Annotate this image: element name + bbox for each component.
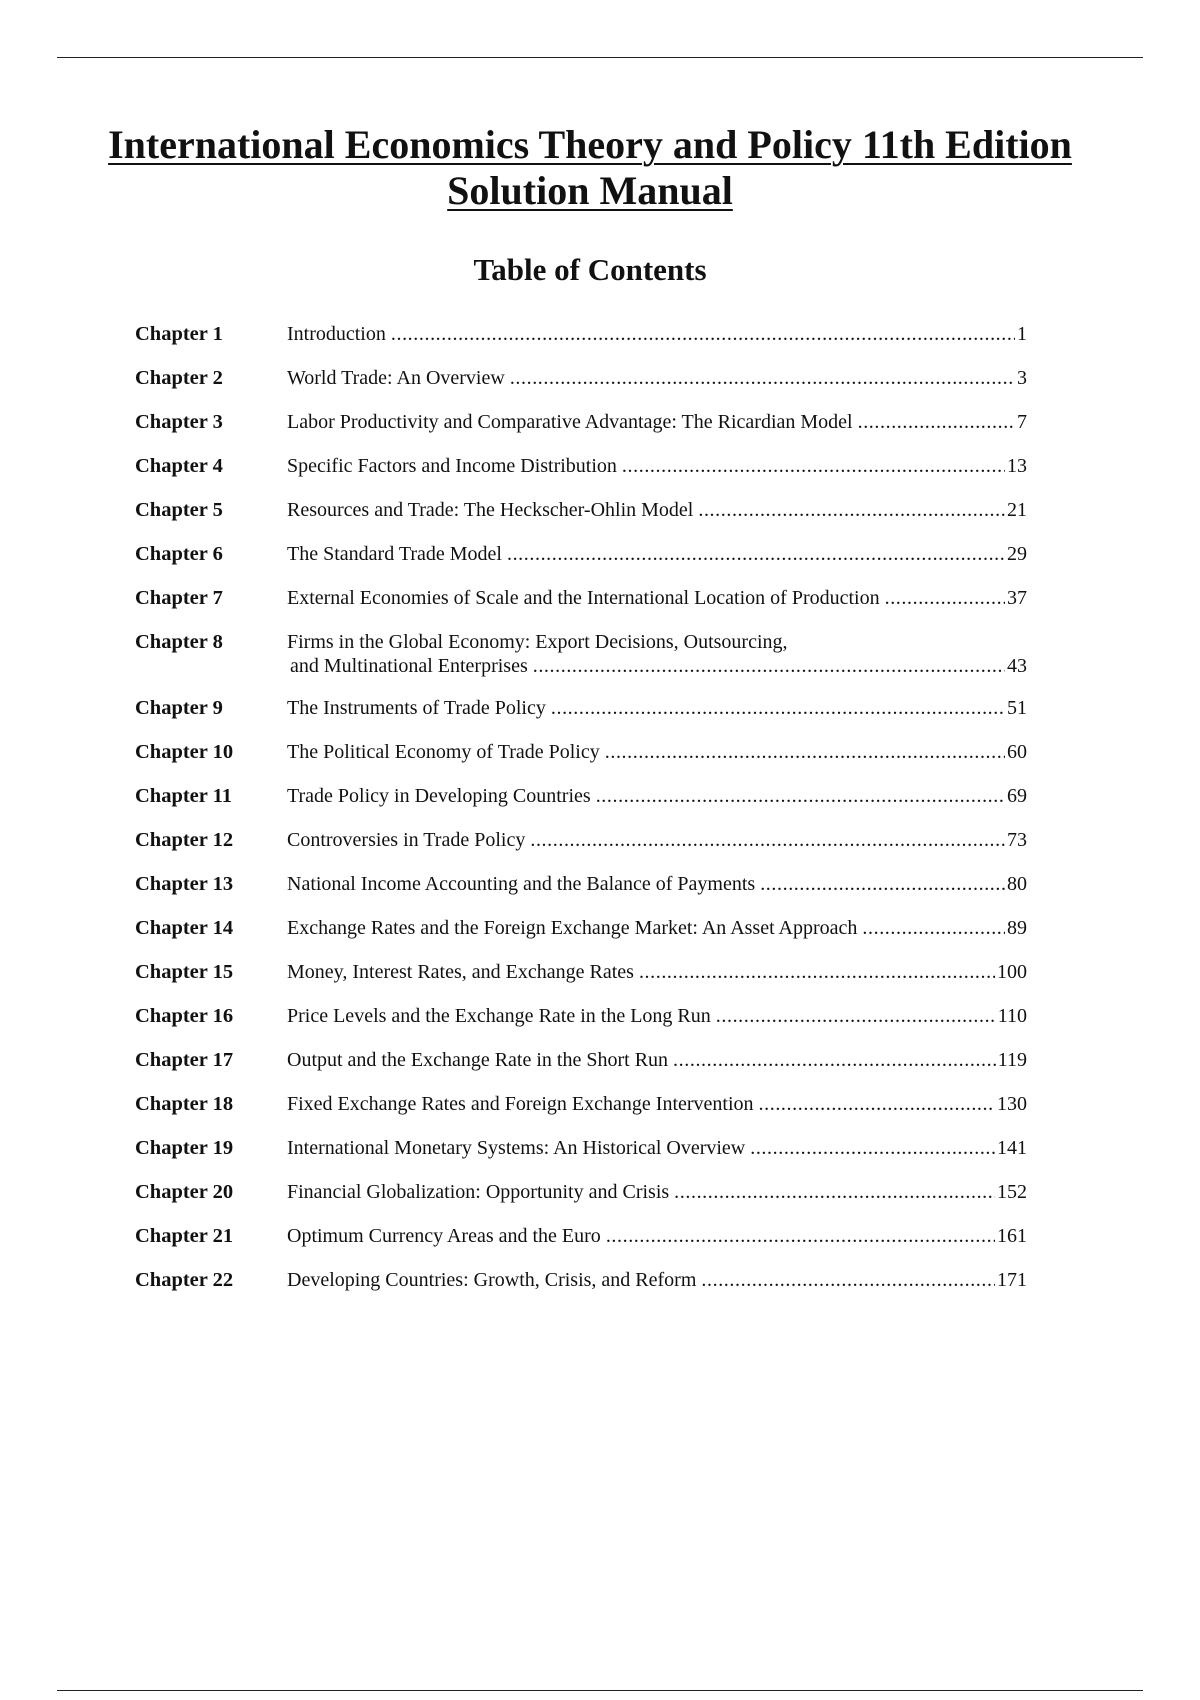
page-number: 7 [1017,411,1027,433]
toc-entry[interactable] [135,630,1027,678]
chapter-title: Specific Factors and Income Distribution [287,455,617,477]
chapter-title: The Standard Trade Model [287,543,502,565]
toc-entry[interactable] [135,1004,1027,1028]
toc-entry[interactable] [135,454,1027,478]
toc-entry[interactable] [135,916,1027,940]
page-number: 119 [997,1049,1027,1071]
toc-entry-body [287,454,1027,478]
page-number: 37 [1007,587,1027,609]
chapter-label: Chapter 6 [135,543,223,565]
chapter-title: National Income Accounting and the Balance of Payments [287,873,756,895]
top-rule [57,57,1143,58]
dot-leader [605,740,1005,764]
dot-leader [510,366,1015,390]
chapter-title: Output and the Exchange Rate in the Short Run [287,1049,669,1071]
toc-entry[interactable] [135,1268,1027,1292]
toc-entry[interactable] [135,828,1027,852]
chapter-label: Chapter 3 [135,411,223,433]
chapter-label: Chapter 18 [135,1093,234,1115]
chapter-label: Chapter 15 [135,961,234,983]
chapter-title: The Instruments of Trade Policy [287,697,546,719]
page-number: 141 [997,1137,1027,1159]
toc-entry-body [287,542,1027,566]
dot-leader [701,1268,995,1292]
dot-leader [716,1004,996,1028]
page-number: 80 [1007,873,1027,895]
toc-entry[interactable] [135,1092,1027,1116]
chapter-title: World Trade: An Overview [287,367,505,389]
dot-leader [885,586,1005,610]
page-number: 100 [997,961,1027,983]
toc-entry[interactable] [135,586,1027,610]
page-number: 51 [1007,697,1027,719]
dot-leader [530,828,1005,852]
chapter-label: Chapter 5 [135,499,223,521]
chapter-label: Chapter 8 [135,631,223,653]
chapter-label: Chapter 16 [135,1005,234,1027]
page-number: 29 [1007,543,1027,565]
chapter-label: Chapter 7 [135,587,223,609]
chapter-title: Optimum Currency Areas and the Euro [287,1225,601,1247]
page-number: 89 [1007,917,1027,939]
chapter-title: Fixed Exchange Rates and Foreign Exchange Intervention [287,1093,754,1115]
dot-leader [698,498,1005,522]
page-number: 1 [1017,323,1027,345]
toc-entry-body [287,586,1027,610]
toc-entry-body [287,916,1027,940]
toc-entry[interactable] [135,366,1027,390]
toc-entry[interactable] [135,960,1027,984]
toc-entry-body [287,630,1027,678]
dot-leader [759,1092,995,1116]
toc-entry-body [287,1048,1027,1072]
page-number: 73 [1007,829,1027,851]
page-number: 161 [997,1225,1027,1247]
table-of-contents [135,322,1027,1312]
toc-entry-body [287,1136,1027,1160]
chapter-title: Labor Productivity and Comparative Advantage: The Ricardian Model [287,411,853,433]
chapter-label: Chapter 9 [135,697,223,719]
dot-leader [391,322,1015,346]
chapter-label: Chapter 19 [135,1137,234,1159]
toc-entry[interactable] [135,1048,1027,1072]
toc-entry[interactable] [135,1224,1027,1248]
chapter-title: Developing Countries: Growth, Crisis, and Reform [287,1269,697,1291]
chapter-title: International Monetary Systems: An Historical Overview [287,1137,746,1159]
page-number: 21 [1007,499,1027,521]
chapter-label: Chapter 1 [135,323,223,345]
toc-entry[interactable] [135,784,1027,808]
toc-entry-body [287,1004,1027,1028]
dot-leader [507,542,1005,566]
dot-leader [858,410,1015,434]
page-number: 110 [997,1005,1027,1027]
dot-leader [760,872,1005,896]
dot-leader [551,696,1005,720]
chapter-title: Trade Policy in Developing Countries [287,785,591,807]
chapter-title: External Economies of Scale and the International Location of Production [287,587,880,609]
chapter-label: Chapter 17 [135,1049,234,1071]
toc-entry[interactable] [135,740,1027,764]
bottom-rule [57,1690,1143,1691]
toc-entry-body [287,696,1027,720]
toc-entry-body [287,960,1027,984]
chapter-title: and Multinational Enterprises [290,655,528,677]
toc-entry-body [287,498,1027,522]
dot-leader [596,784,1005,808]
toc-heading: Table of Contents [473,252,707,287]
chapter-title: Introduction [287,323,386,345]
chapter-label: Chapter 12 [135,829,234,851]
dot-leader [673,1048,996,1072]
chapter-title: Exchange Rates and the Foreign Exchange Market: An Asset Approach [287,917,858,939]
toc-entry-body [287,322,1027,346]
toc-entry[interactable] [135,1180,1027,1204]
toc-entry[interactable] [135,1136,1027,1160]
toc-entry-body [287,1180,1027,1204]
toc-entry[interactable] [135,696,1027,720]
toc-entry-body [287,784,1027,808]
page-number: 171 [997,1269,1027,1291]
page-number: 130 [997,1093,1027,1115]
toc-entry-body [287,828,1027,852]
chapter-title: Price Levels and the Exchange Rate in the Long Run [287,1005,711,1027]
toc-entry[interactable] [135,872,1027,896]
chapter-label: Chapter 11 [135,785,233,807]
chapter-title: Resources and Trade: The Heckscher-Ohlin Model [287,499,694,521]
chapter-title: Controversies in Trade Policy [287,829,526,851]
toc-entry-body [287,1224,1027,1248]
chapter-title: Money, Interest Rates, and Exchange Rates [287,961,634,983]
chapter-label: Chapter 20 [135,1181,234,1203]
document-title [60,122,1120,214]
toc-entry-body [287,1092,1027,1116]
dot-leader [862,916,1005,940]
dot-leader [750,1136,995,1160]
toc-entry[interactable] [135,498,1027,522]
chapter-label: Chapter 13 [135,873,234,895]
toc-entry-body [287,740,1027,764]
chapter-label: Chapter 4 [135,455,223,477]
document-title-line-1: International Economics Theory and Policy 11th Edition [108,122,1072,167]
chapter-label: Chapter 21 [135,1225,234,1247]
chapter-title: Financial Globalization: Opportunity and Crisis [287,1181,670,1203]
chapter-title: The Political Economy of Trade Policy [287,741,600,763]
dot-leader [533,654,1005,678]
page-number: 43 [1007,655,1027,677]
toc-entry[interactable] [135,410,1027,434]
toc-entry[interactable] [135,542,1027,566]
toc-entry-body [287,872,1027,896]
document-title-line-2: Solution Manual [447,168,733,213]
chapter-label: Chapter 14 [135,917,234,939]
dot-leader [639,960,995,984]
toc-entry-body [287,410,1027,434]
page-number: 3 [1017,367,1027,389]
chapter-label: Chapter 10 [135,741,234,763]
page-number: 69 [1007,785,1027,807]
chapter-label: Chapter 22 [135,1269,234,1291]
page-number: 60 [1007,741,1027,763]
dot-leader [622,454,1005,478]
toc-entry[interactable] [135,322,1027,346]
chapter-label: Chapter 2 [135,367,223,389]
dot-leader [606,1224,995,1248]
chapter-title: Firms in the Global Economy: Export Decisions, Outsourcing, [287,631,788,653]
toc-entry-body [287,1268,1027,1292]
page-number: 13 [1007,455,1027,477]
toc-entry-body [287,366,1027,390]
dot-leader [674,1180,995,1204]
page-number: 152 [997,1181,1027,1203]
